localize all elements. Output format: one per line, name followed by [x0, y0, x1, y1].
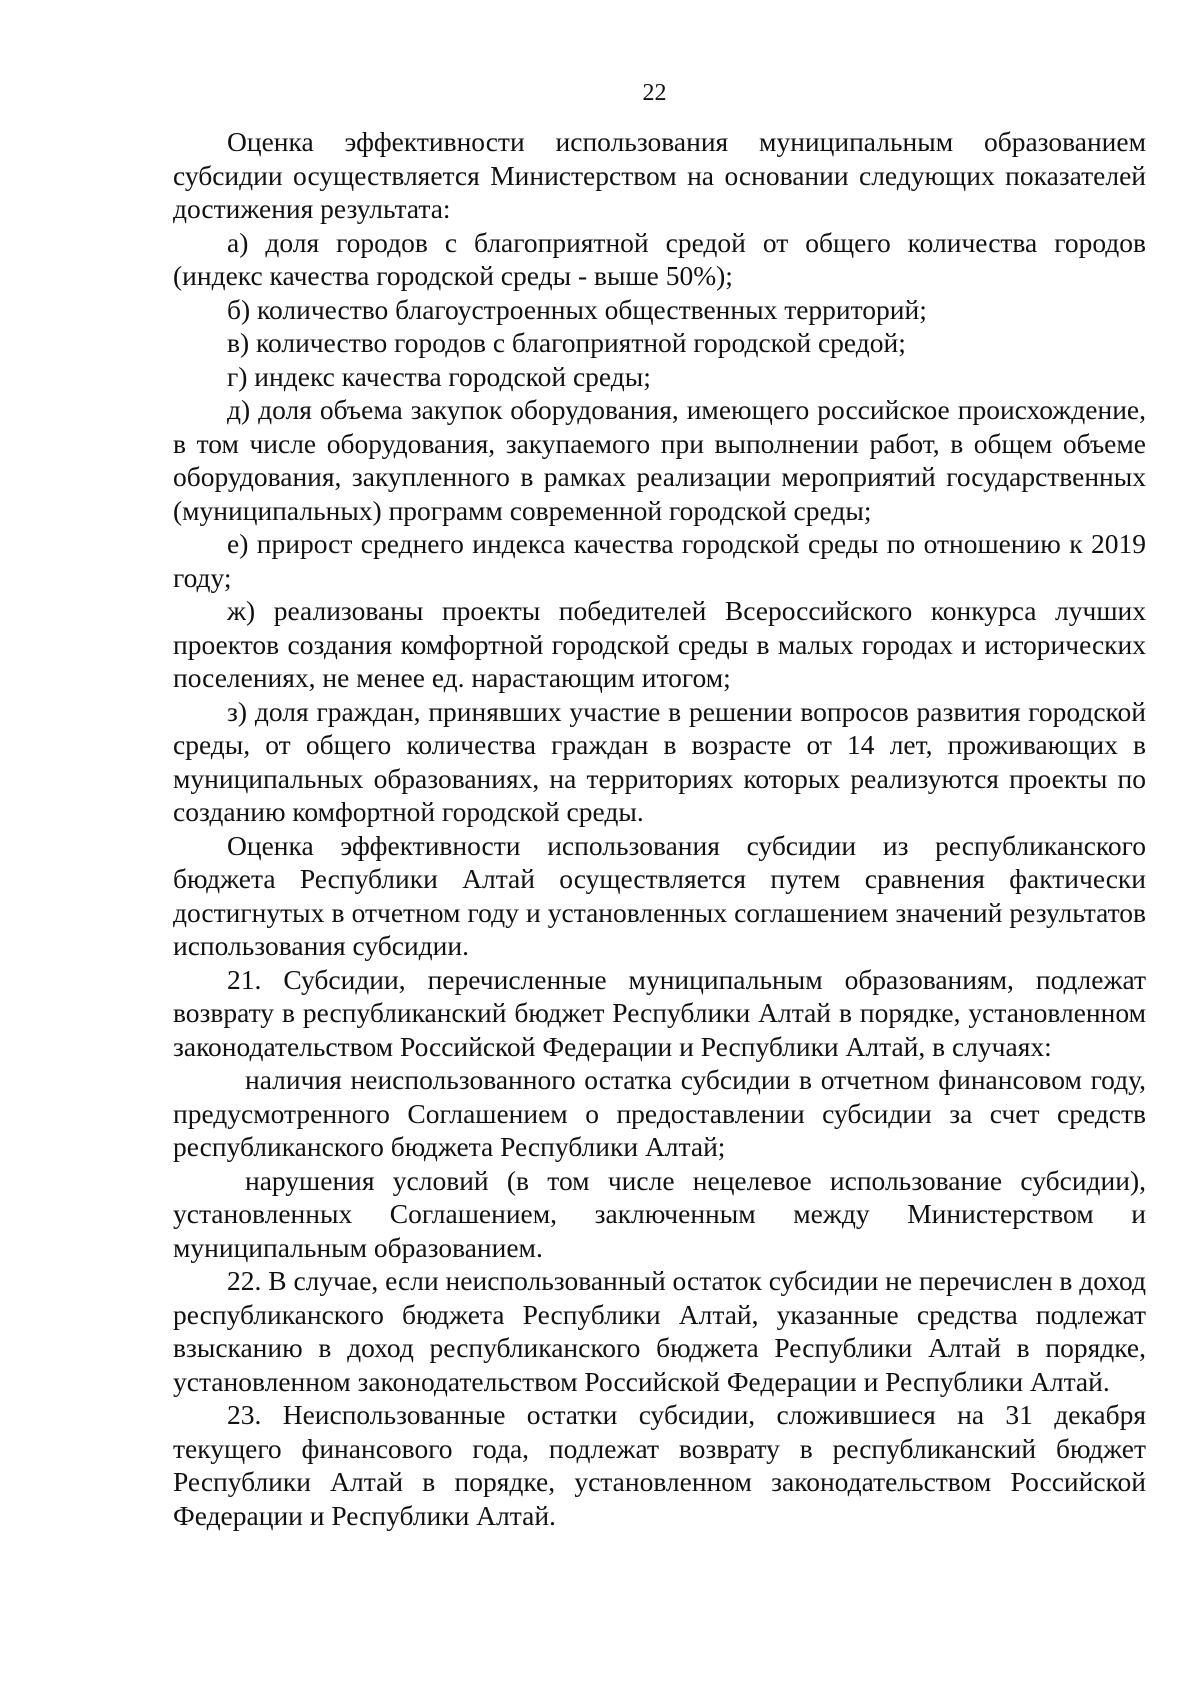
page-number: 22 [642, 80, 667, 106]
indicator-g: г) индекс качества городской среды; [227, 360, 651, 392]
clause-21: 21. Субсидии, перечисленные муниципальным образованиям, подлежат возврату в республиканский бюджет Республики Алтай в порядке, установленном законодательством Российской Федерации и Республики Алтай, в случаях: [173, 963, 1146, 1062]
clause-22: 22. В случае, если неиспользованный остаток субсидии не перечислен в доход республиканского бюджета Республики Алтай, указанные средства подлежат взысканию в доход республиканского бюджета Республики Алтай в порядке, установленном законодательством Российской Федерации и Республики Алтай. [173, 1265, 1146, 1397]
indicator-v: в) количество городов с благоприятной городской средой; [227, 327, 906, 358]
indicator-e: е) прирост среднего индекса качества городской среды по отношению к 2019 году; [173, 528, 1146, 593]
indicator-zh: ж) реализованы проекты победителей Всероссийского конкурса лучших проектов создания комфортной городской среды в малых городах и исторических поселениях, не менее ед. нарастающим итогом; [173, 595, 1146, 693]
paragraph-subsidy-evaluation: Оценка эффективности использования субсидии из республиканского бюджета Республики Алтай осуществляется путем сравнения фактически достигнутых в отчетном году и установленных соглашением значений результатов использования субсидии. [173, 829, 1146, 961]
indicator-b: б) количество благоустроенных общественных территорий; [227, 293, 927, 325]
indicator-d: д) доля объема закупок оборудования, имеющего российское происхождение, в том числе оборудования, закупаемого при выполнении работ, в общем объеме оборудования, закупленного в рамках реализации мероприятий государственных (муниципальных) программ современной городской среды; [173, 394, 1146, 526]
indicator-z: з) доля граждан, принявших участие в решении вопросов развития городской среды, от общего количества граждан в возрасте от 14 лет, проживающих в муниципальных образованиях, на территориях которых реализуются проекты по созданию комфортной городской среды. [173, 695, 1146, 827]
paragraph-efficiency-assessment: Оценка эффективности использования муниципальным образованием субсидии осуществляется Министерством на основании следующих показателей достижения результата: [173, 126, 1146, 224]
indicator-a: а) доля городов с благоприятной средой от общего количества городов (индекс качества городской среды - выше 50%); [173, 226, 1146, 291]
clause-23: 23. Неиспользованные остатки субсидии, сложившиеся на 31 декабря текущего финансового года, подлежат возврату в республиканский бюджет Республики Алтай в порядке, установленном законодательством Российской Федерации и Республики Алтай. [173, 1399, 1146, 1531]
case-violation-of-conditions: нарушения условий (в том числе нецелевое использование субсидии), установленных Соглашением, заключенным между Министерством и муниципальным образованием. [173, 1164, 1146, 1263]
case-unused-balance: наличия неиспользованного остатка субсидии в отчетном финансовом году, предусмотренного Соглашением о предоставлении субсидии за счет средств республиканского бюджета Республики Алтай; [173, 1064, 1146, 1162]
